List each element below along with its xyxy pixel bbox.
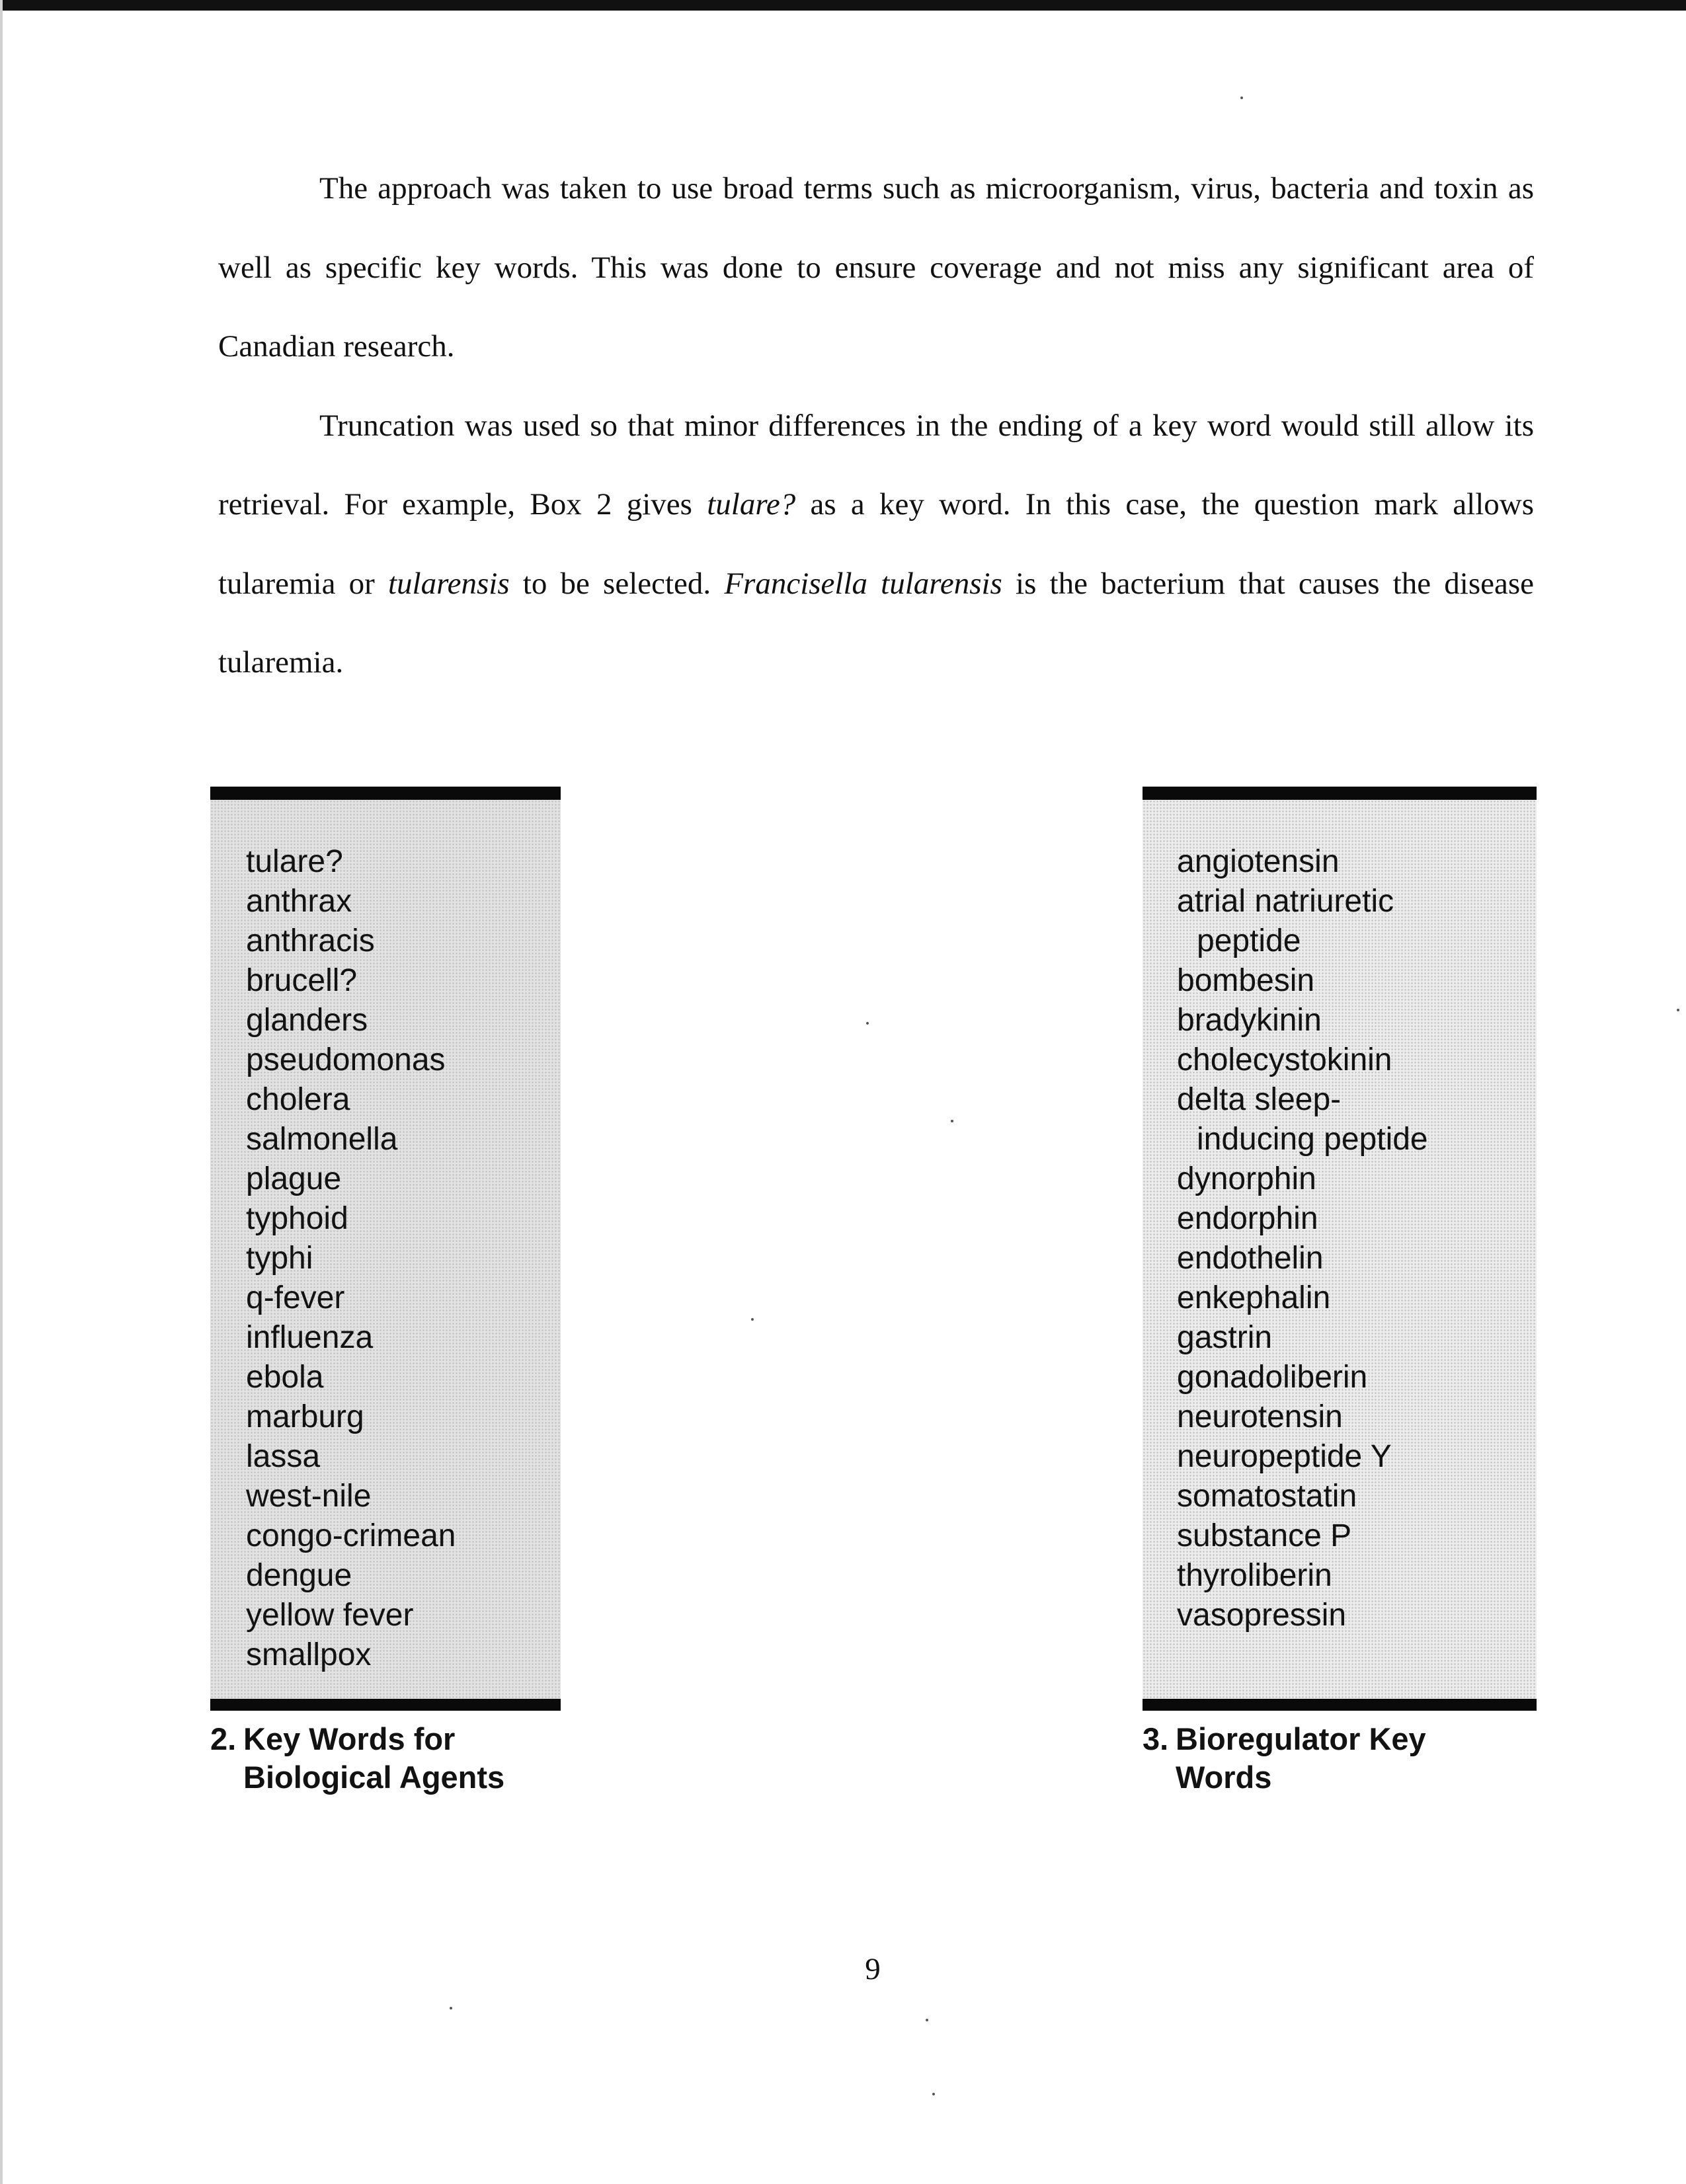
scan-speck — [932, 2093, 935, 2095]
keyword-item: dengue — [246, 1558, 352, 1593]
box-bottom-rule — [210, 1699, 561, 1711]
body-text — [218, 149, 1534, 703]
paragraph-text-part: Truncation was used so that minor differences in the ending of a key word would still allow its retrieval. For example, Box 2 gives — [218, 408, 1534, 522]
box-caption — [210, 1720, 561, 1797]
caption-line-2: Biological Agents — [243, 1760, 505, 1795]
keyword-item: inducing peptide — [1197, 1122, 1428, 1157]
box-bottom-rule — [1143, 1699, 1537, 1711]
scan-border-top — [0, 0, 1686, 11]
italic-term: Francisella tularensis — [724, 566, 1002, 601]
keyword-item: lassa — [246, 1439, 321, 1474]
box-bioregulators — [1143, 787, 1537, 1797]
keyword-item: congo-crimean — [246, 1518, 456, 1553]
keyword-item: angiotensin — [1177, 844, 1340, 879]
keyword-item: pseudomonas — [246, 1042, 446, 1077]
box-top-rule — [210, 787, 561, 800]
box-biological-agents — [210, 787, 561, 1797]
caption-line-1: Key Words for — [243, 1721, 456, 1756]
keyword-item: somatostatin — [1177, 1479, 1357, 1514]
keyword-item: typhoid — [246, 1201, 348, 1236]
keyword-item: bradykinin — [1177, 1003, 1322, 1038]
keyword-item: gonadoliberin — [1177, 1360, 1368, 1395]
paragraph-text-part: as a key word. In this case, the question mark allows tularemia or — [218, 487, 1534, 601]
keyword-item: marburg — [246, 1399, 364, 1434]
scan-speck — [1240, 97, 1243, 99]
keyword-item: gastrin — [1177, 1320, 1273, 1355]
keyword-list — [1177, 842, 1530, 1635]
scan-speck — [751, 1318, 754, 1321]
scan-speck — [450, 2007, 452, 2009]
keyword-item: typhi — [246, 1241, 313, 1276]
caption-number: 2. — [210, 1721, 237, 1756]
scan-speck — [951, 1120, 953, 1122]
keyword-item: enkephalin — [1177, 1280, 1331, 1315]
paragraph-truncation — [218, 387, 1534, 703]
keyword-item: endothelin — [1177, 1241, 1324, 1276]
keyword-item: cholecystokinin — [1177, 1042, 1392, 1077]
paragraph-approach: The approach was taken to use broad terms such as microorganism, virus, bacteria and toxin as well as specific key words. This was done to ensure coverage and not miss any significant area of Canadian research. — [218, 171, 1534, 364]
keyword-item: smallpox — [246, 1637, 372, 1672]
box-caption — [1143, 1720, 1537, 1797]
keyword-item: q-fever — [246, 1280, 345, 1315]
caption-line-1: Bioregulator Key — [1176, 1721, 1426, 1756]
keyword-item: endorphin — [1177, 1201, 1318, 1236]
keyword-item: neurotensin — [1177, 1399, 1343, 1434]
paragraph-text-part: is the bacterium that causes the disease tularemia. — [218, 566, 1534, 680]
box-shaded-panel — [1143, 800, 1537, 1699]
italic-term: tularensis — [387, 566, 510, 601]
keyword-item: glanders — [246, 1003, 368, 1038]
keyword-item: west-nile — [246, 1479, 372, 1514]
box-top-rule — [1143, 787, 1537, 800]
keyword-item: delta sleep- — [1177, 1082, 1342, 1117]
keyword-item: influenza — [246, 1320, 374, 1355]
keyword-item: plague — [246, 1161, 342, 1196]
keyword-item: anthrax — [246, 884, 352, 919]
keyword-item: vasopressin — [1177, 1598, 1347, 1633]
box-shaded-panel — [210, 800, 561, 1699]
keyword-item: dynorphin — [1177, 1161, 1316, 1196]
page-number: 9 — [865, 1952, 881, 1986]
keyword-item: thyroliberin — [1177, 1558, 1332, 1593]
keyword-list — [246, 842, 554, 1675]
scan-border-left — [0, 0, 3, 2184]
keyword-item: peptide — [1197, 923, 1301, 958]
caption-line-2: Words — [1176, 1760, 1272, 1795]
keyword-item: ebola — [246, 1360, 324, 1395]
scan-speck — [926, 2019, 928, 2021]
keyword-item: substance P — [1177, 1518, 1352, 1553]
paragraph-text-part: to be selected. — [509, 566, 725, 601]
keyword-item: yellow fever — [246, 1598, 414, 1633]
keyword-item: brucell? — [246, 963, 358, 998]
keyword-item: anthracis — [246, 923, 375, 958]
keyword-item: salmonella — [246, 1122, 398, 1157]
caption-number: 3. — [1143, 1721, 1169, 1756]
keyword-item: neuropeptide Y — [1177, 1439, 1392, 1474]
scan-speck — [866, 1022, 869, 1025]
keyword-item: cholera — [246, 1082, 350, 1117]
keyword-item: atrial natriuretic — [1177, 884, 1394, 919]
keyword-item: tulare? — [246, 844, 343, 879]
scan-speck — [1677, 1009, 1679, 1011]
keyword-item: bombesin — [1177, 963, 1315, 998]
italic-term: tulare? — [707, 487, 796, 522]
